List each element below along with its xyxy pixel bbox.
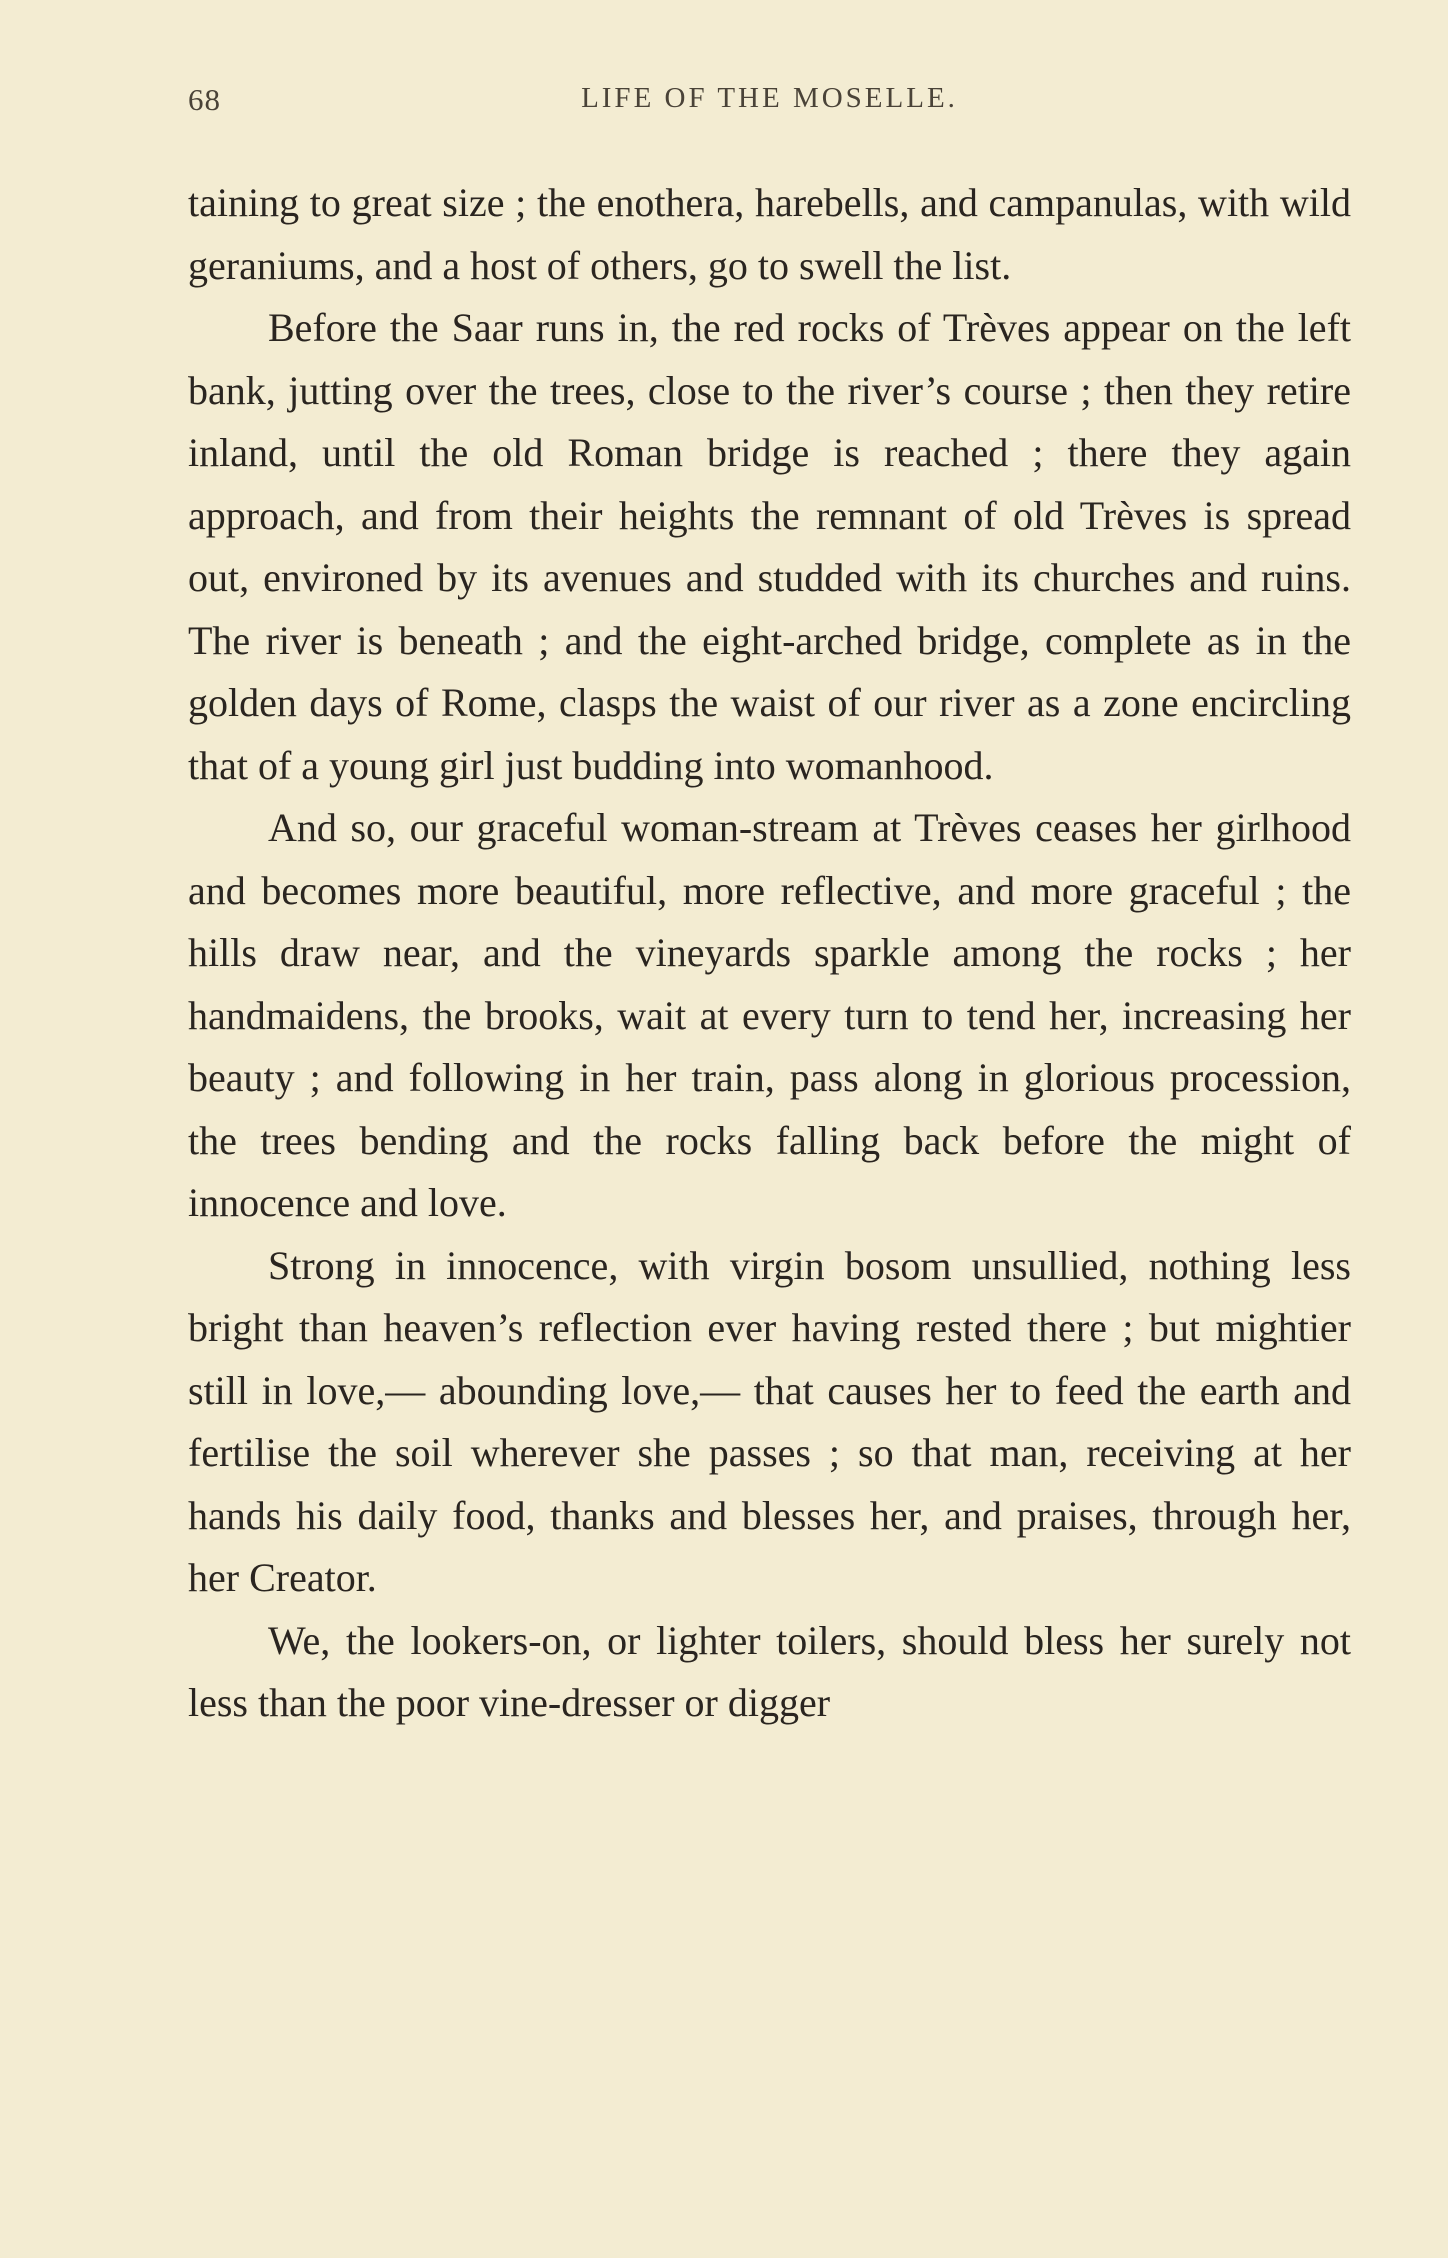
paragraph: Before the Saar runs in, the red rocks of Trèves appear on the left bank, jutting over the trees, close to the river’s course ; then they retire inland, until the old Roman bridge is reached ; there they again approach, and from their heights the remnant of old Trèves is spread out, environed by its avenues and studded with its churches and ruins. The river is beneath ; and the eight-arched bridge, complete as in the golden days of Rome, clasps the waist of our river as a zone encircling that of a young girl just budding into womanhood. xyxy=(188,305,1351,788)
running-header xyxy=(188,82,1351,132)
running-title: LIFE OF THE MOSELLE. xyxy=(581,82,958,114)
body-text xyxy=(188,172,1351,1735)
page-number: 68 xyxy=(188,82,221,117)
paragraph-continuation: taining to great size ; the enothera, harebells, and campanulas, with wild geraniums, and a host of others, go to swell the list. xyxy=(188,180,1351,288)
paragraph: Strong in innocence, with virgin bosom unsullied, nothing less bright than heaven’s reflection ever having rested there ; but mightier still in love,— abounding love,— that causes her to feed the earth and fertilise the soil wherever she passes ; so that man, receiving at her hands his daily food, thanks and blesses her, and praises, through her, her Creator. xyxy=(188,1242,1351,1600)
paragraph: We, the lookers-on, or lighter toilers, should bless her surely not less than the poor vine-dresser or digger xyxy=(188,1617,1351,1725)
paragraph: And so, our graceful woman-stream at Trèves ceases her girlhood and becomes more beautiful, more reflective, and more graceful ; the hills draw near, and the vineyards sparkle among the rocks ; her handmaidens, the brooks, wait at every turn to tend her, increasing her beauty ; and following in her train, pass along in glorious procession, the trees bending and the rocks falling back before the might of innocence and love. xyxy=(188,805,1351,1225)
